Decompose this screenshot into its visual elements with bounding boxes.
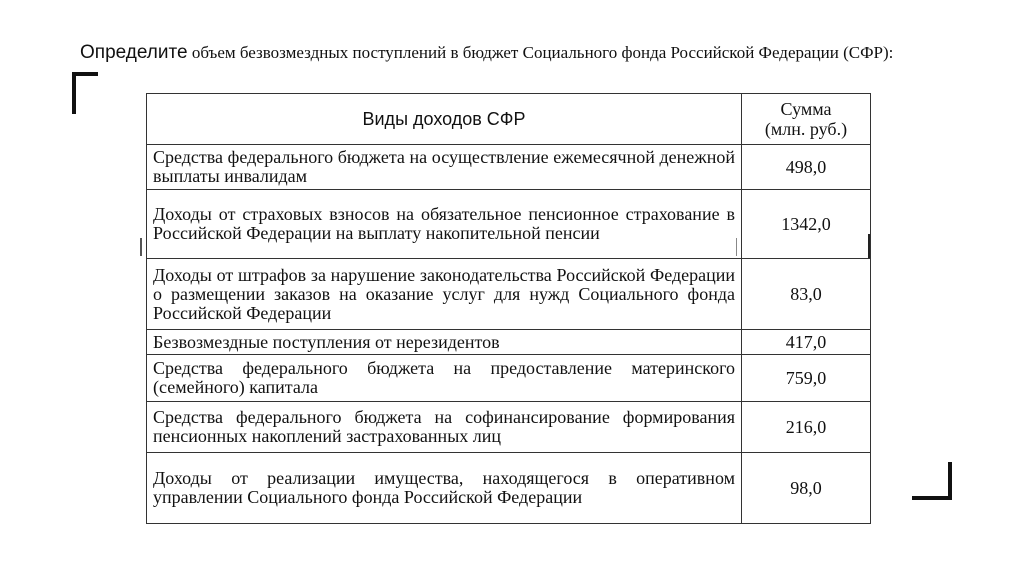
income-table	[146, 93, 871, 524]
header-amount	[742, 94, 871, 145]
row-amount: 417,0	[742, 330, 871, 355]
row-amount: 83,0	[742, 259, 871, 330]
row-amount: 498,0	[742, 145, 871, 190]
header-amount-line1: Сумма	[780, 99, 832, 119]
header-amount-line2: (млн. руб.)	[764, 119, 848, 139]
row-description: Безвозмездные поступления от нерезидентов	[147, 330, 742, 355]
task-title	[80, 42, 960, 64]
table-row	[147, 145, 871, 190]
table-row	[147, 402, 871, 453]
row-description: Средства федерального бюджета на осуществление ежемесячной денежной выплаты инвалидам	[147, 145, 742, 190]
row-description: Средства федерального бюджета на предоставление материнского (семейного) капитала	[147, 355, 742, 402]
table-header-row	[147, 94, 871, 145]
corner-bracket-bottom-right	[912, 462, 952, 500]
row-amount: 1342,0	[742, 190, 871, 259]
header-income-type: Виды доходов СФР	[147, 94, 742, 145]
table-row	[147, 259, 871, 330]
table-row	[147, 453, 871, 524]
row-description: Доходы от реализации имущества, находящегося в оперативном управлении Социального фонда Российской Федерации	[147, 453, 742, 524]
row-amount: 98,0	[742, 453, 871, 524]
table-row	[147, 190, 871, 259]
edge-mark-left	[140, 238, 142, 256]
table-row	[147, 330, 871, 355]
row-amount: 216,0	[742, 402, 871, 453]
row-description: Доходы от штрафов за нарушение законодательства Российской Федерации о размещении заказов на оказание услуг для нужд Социального фонда Российской Федерации	[147, 259, 742, 330]
table-row	[147, 355, 871, 402]
row-description: Доходы от страховых взносов на обязательное пенсионное страхование в Российской Федерации на выплату накопительной пенсии	[147, 190, 742, 259]
row-description: Средства федерального бюджета на софинансирование формирования пенсионных накоплений застрахованных лиц	[147, 402, 742, 453]
corner-bracket-top-left	[72, 72, 98, 114]
task-title-lead: Определите	[80, 42, 188, 63]
row-amount: 759,0	[742, 355, 871, 402]
task-title-text: объем безвозмездных поступлений в бюджет Социального фонда Российской Федерации (СФР):	[187, 43, 894, 62]
